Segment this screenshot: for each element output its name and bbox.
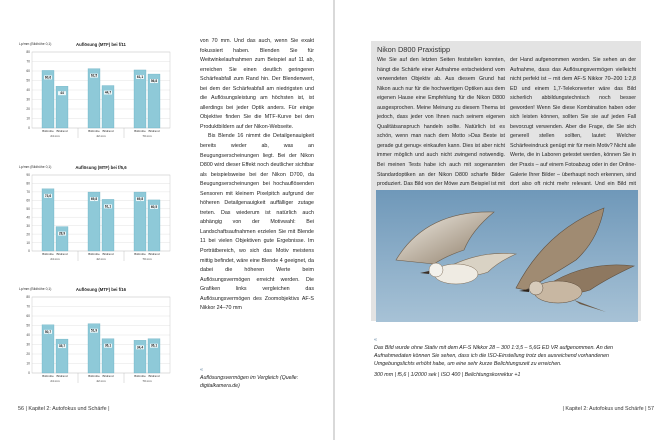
bar-category-label: Bildrand	[148, 129, 160, 133]
mtf-chart-f56	[18, 163, 176, 263]
value-label: 44	[60, 91, 64, 96]
y-tick-label: 40	[26, 215, 30, 220]
photo-settings: 300 mm | f5,6 | 1/2000 sek | ISO 400 | Belichtungskorrektur +1	[374, 372, 521, 378]
chart-title: Auflösung (MTF) bei f/5,6	[75, 165, 127, 170]
bar-category-label: Bildmitte	[134, 374, 146, 378]
value-label: 35,7	[58, 344, 66, 349]
y-tick-label: 60	[26, 69, 30, 74]
y-tick-label: 40	[26, 333, 30, 338]
y-tick-label: 0	[28, 249, 30, 254]
y-tick-label: 80	[26, 50, 30, 55]
y-tick-label: 20	[26, 232, 30, 237]
bar-category-label: Bildmitte	[88, 129, 100, 133]
y-tick-label: 60	[26, 198, 30, 203]
group-label: 70 mm	[142, 379, 152, 383]
chart-ylabel: Lp/mm (Bildhöhe 0,1)	[19, 287, 52, 291]
caption-marker: «	[200, 367, 204, 373]
chart-ylabel: Lp/mm (Bildhöhe 0,1)	[19, 165, 52, 169]
praxistipp-column-1: Wie Sie auf den letzten Seiten feststellen konnten, hängt die Schärfe einer Aufnahme entscheidend vom verwendeten Objektiv ab. Aus diesem Grund hat Nikon auch nur für die hochwertigen Optiken aus dem eigenen Hause eine Empfehlung für die Nikon D800 ausgesprochen. Meine Meinung zu diesem Thema ist jedoch, dass jeder von Ihnen nach seinem eigenen Qualitätsanspruch handeln sollte. Natürlich ist es schön, wenn man nach dem Motto »Das Beste ist gerade gut genug« einkaufen kann. Dies ist aber nicht immer möglich und auch nicht zwingend notwendig. Bei meinen Tests habe ich auch mit sogenannten Standardoptiken an der Nikon D800 scharfe Bilder produziert. Das Bild von der Möwe zum Beispiel ist mit	[377, 57, 505, 188]
value-label: 61,1	[136, 74, 144, 79]
bar-category-label: Bildmitte	[134, 129, 146, 133]
gull-photo-svg	[376, 190, 638, 322]
chart-title: Auflösung (MTF) bei f/11	[76, 42, 126, 47]
y-tick-label: 80	[26, 181, 30, 186]
bar-category-label: Bildmitte	[42, 374, 54, 378]
value-label: 56,8	[150, 79, 158, 84]
value-label: 34,4	[136, 345, 144, 350]
y-tick-label: 30	[26, 342, 30, 347]
right-caption	[374, 336, 639, 379]
chart-ylabel: Lp/mm (Bildhöhe 0,1)	[19, 42, 52, 46]
group-label: 42 mm	[96, 379, 106, 383]
value-label: 60,5	[150, 204, 158, 209]
bar-category-label: Bildmitte	[88, 252, 100, 256]
value-label: 69,8	[90, 197, 98, 202]
left-caption-text: Auflösungsvermögen im Vergleich (Quelle: digitalkamera.de)	[200, 375, 299, 389]
value-label: 69,8	[136, 197, 144, 202]
bar-category-label: Bildrand	[56, 129, 68, 133]
value-label: 36,1	[104, 343, 112, 348]
footer-left: 56 | Kapitel 2: Autofokus und Schärfe |	[18, 406, 110, 412]
y-tick-label: 10	[26, 240, 30, 245]
footer-right: | Kapitel 2: Autofokus und Schärfe | 57	[562, 406, 654, 412]
chart-title: Auflösung (MTF) bei f/16	[75, 287, 127, 292]
bar-category-label: Bildmitte	[134, 252, 146, 256]
value-label: 28,9	[58, 231, 66, 236]
y-tick-label: 0	[28, 371, 30, 376]
bar-category-label: Bildrand	[102, 252, 114, 256]
y-tick-label: 90	[26, 173, 30, 178]
bar	[56, 227, 68, 251]
value-label: 51,9	[90, 328, 98, 333]
mtf-chart-f16	[18, 285, 176, 385]
gull-photo	[376, 190, 638, 322]
mtf-chart-f56-svg	[18, 163, 176, 263]
y-tick-label: 30	[26, 223, 30, 228]
value-label: 44,7	[104, 90, 112, 95]
value-label: 62,5	[90, 73, 98, 78]
right-caption-text: Das Bild wurde ohne Stativ mit dem AF-S Nikkor 28 – 300 1:3,5 – 5,6G ED VR aufgenommen. An den Aufnahmedaten können Sie sehen, dass ich die ISO-Einstellung trotz des ausreichend vorhandenen Umgebungslichts erhöht habe, um eine sehr kurze Belichtungszeit zu erreichen.	[374, 345, 613, 367]
group-label: 42 mm	[96, 134, 106, 138]
bar-category-label: Bildrand	[148, 252, 160, 256]
bar-category-label: Bildmitte	[88, 374, 100, 378]
mtf-chart-f11	[18, 40, 176, 140]
group-label: 24 mm	[50, 134, 60, 138]
bar-category-label: Bildrand	[148, 374, 160, 378]
bar-category-label: Bildrand	[102, 374, 114, 378]
value-label: 61,1	[104, 204, 112, 209]
y-tick-label: 70	[26, 304, 30, 309]
left-paragraph-1: von 70 mm. Und das auch, wenn Sie exakt fokussiert haben. Blenden Sie für Weitwinkelaufnahmen zum Beispiel auf 11 ab, erreichen Sie einen deutlich geringeren Schärfeabfall zum Rand hin. Der Blendenwert, bei dem der Schärfeabfall am niedrigsten und die Auflösungsleistung am höchsten ist, ist allerdings bei jeder Optik anders. Für einige Objektive finden Sie die MTF-Kurve bei den Produktbildern auf der Nikon-Webseite.	[200, 38, 314, 130]
left-body-text	[200, 37, 314, 314]
y-tick-label: 20	[26, 107, 30, 112]
y-tick-label: 70	[26, 190, 30, 195]
left-paragraph-2: Bis Blende 16 nimmt die Detailgenauigkeit bereits wieder ab, was an Beugungserscheinungen liegt. Bei der Nikon D800 wird dieser Effekt noch deutlicher sichtbar als beispielsweise bei der Nikon D700, da Beugungserscheinungen bei hochauflösenden Sensoren mit kleinem Pixelpitch aufgrund der höheren Detailgenauigkeit auffälliger zutage treten. Das wiederum ist natürlich auch abhängig von der Motivwahl: Bei Landschaftsaufnahmen erzielen Sie mit Blende 11 bei vielen Objektiven gute Ergebnisse. Im Porträtbereich, wo sich das Motiv meistens mittig befindet, wäre eine Blende 4 geeignet, da dabei die höheren Werte beim Auflösungsvermögen erreicht werden. Die Grafiken links vergleichen das Auflösungsvermögen des Zoomobjektivs AF-S Nikkor 24–70 mm	[200, 133, 314, 312]
bar-category-label: Bildmitte	[42, 129, 54, 133]
group-label: 42 mm	[96, 257, 106, 261]
group-label: 70 mm	[142, 134, 152, 138]
value-label: 36,1	[150, 343, 158, 348]
left-caption	[200, 366, 320, 390]
caption-marker-right: «	[374, 337, 378, 343]
mtf-chart-f11-svg	[18, 40, 176, 140]
y-tick-label: 40	[26, 88, 30, 93]
y-tick-label: 60	[26, 314, 30, 319]
group-label: 24 mm	[50, 379, 60, 383]
praxistipp-column-2: der Hand aufgenommen worden. Sie sehen an der Aufnahme, dass das Auflösungsvermögen vielleicht nicht perfekt ist – mit dem AF-S Nikkor 70–200 1:2,8 ED und einem 1,7-Telekonverter wäre das Bild sicherlich abbildungstechnisch noch besser geworden! Wenn Sie diese Kombination haben oder sich leisten können, sollten Sie sie auf jeden Fall bevorzugt verwenden. Aber die Frage, die Sie sich generell stellen sollten, lautet: Welcher Schärfeeindruck genügt mir für mein Motiv? Nicht alle Werte, die in Laboren getestet werden, können Sie in der Praxis – auf einem Fotoabzug oder in der Online-Galerie Ihrer Bilder – überhaupt noch erkennen, sind dort also oft nicht mehr relevant. Und ein Bild mit	[510, 57, 636, 188]
y-tick-label: 0	[28, 126, 30, 131]
bar-category-label: Bildrand	[56, 252, 68, 256]
y-tick-label: 10	[26, 116, 30, 121]
y-tick-label: 80	[26, 295, 30, 300]
value-label: 60,6	[44, 75, 52, 80]
praxistipp-title: Nikon D800 Praxistipp	[377, 45, 451, 54]
y-tick-label: 10	[26, 361, 30, 366]
y-tick-label: 20	[26, 352, 30, 357]
bar-category-label: Bildrand	[102, 129, 114, 133]
bar	[42, 189, 54, 251]
y-tick-label: 70	[26, 59, 30, 64]
y-tick-label: 30	[26, 97, 30, 102]
group-label: 70 mm	[142, 257, 152, 261]
mtf-chart-f16-svg	[18, 285, 176, 385]
y-tick-label: 50	[26, 323, 30, 328]
bar-category-label: Bildmitte	[42, 252, 54, 256]
y-tick-label: 50	[26, 78, 30, 83]
bar-category-label: Bildrand	[56, 374, 68, 378]
group-label: 24 mm	[50, 257, 60, 261]
value-label: 50,7	[44, 329, 52, 334]
y-tick-label: 50	[26, 206, 30, 211]
value-label: 73,6	[44, 193, 52, 198]
